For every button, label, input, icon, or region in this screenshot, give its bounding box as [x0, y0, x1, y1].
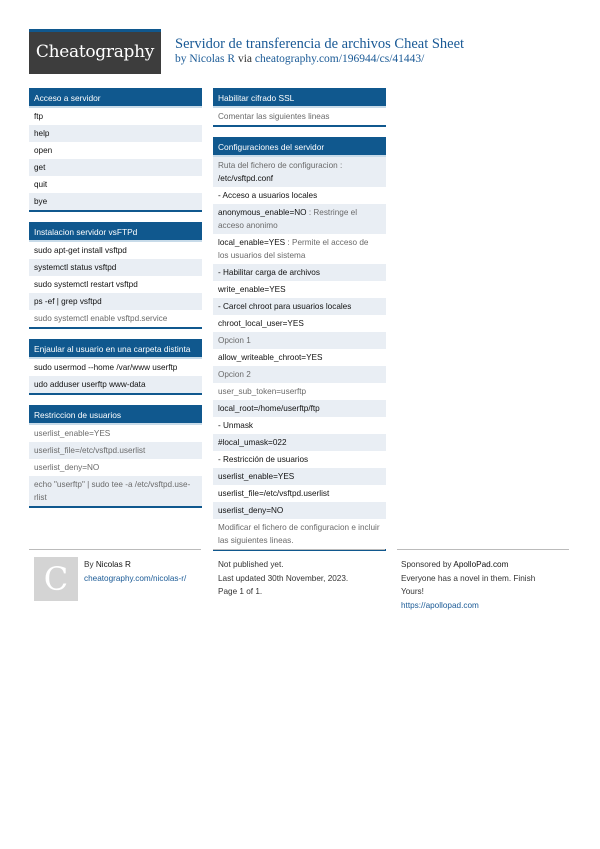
section-title: Restriccion de usuarios [29, 405, 202, 425]
list-item: systemctl status vsftpd [29, 259, 202, 276]
footer-author-link[interactable]: cheatography.com/nicolas-r/ [84, 573, 187, 583]
list-item: userlist_deny=NO [213, 502, 386, 519]
logo-text: Cheatography [35, 42, 155, 62]
list-item: quit [34, 180, 48, 189]
list-item: sudo systemctl enable vsftpd.service [34, 314, 168, 323]
by-prefix: by [175, 53, 187, 65]
list-item: help [29, 125, 202, 142]
footer-divider [397, 549, 569, 550]
config-desc: : Restringe el acceso anonimo [218, 208, 358, 230]
list-item: sudo apt-get install vsftpd [34, 246, 127, 255]
list-item: user_sub_token=userftp [218, 387, 307, 396]
config-key: anonymous_enable=NO [218, 208, 307, 217]
ruta-label: Ruta del fichero de configuracion : [218, 161, 343, 170]
list-item: - Habilitar carga de archivos [213, 264, 386, 281]
list-item: write_enable=YES [218, 285, 286, 294]
list-item: open [34, 146, 53, 155]
list-item: allow_writeable_chroot=YES [218, 353, 323, 362]
by-label: By [84, 560, 94, 569]
list-item: udo adduser userftp www-data [29, 376, 202, 393]
list-item: sudo systemctl restart vsftpd [34, 280, 138, 289]
list-item: Comentar las siguientes lineas [218, 112, 330, 121]
list-item: userlist_deny=NO [34, 463, 100, 472]
config-anonymous [213, 204, 386, 234]
section-title: Instalacion servidor vsFTPd [29, 222, 202, 242]
config-key: local_enable=YES [218, 238, 286, 247]
sponsor-text: Yours! [401, 587, 424, 596]
page-number: Page 1 of 1. [218, 587, 263, 596]
list-item: Modificar el fichero de configuracion e incluir las siguientes lineas. [218, 523, 380, 545]
column-left [29, 88, 202, 518]
list-item: chroot_local_user=YES [218, 319, 304, 328]
list-item: bye [29, 193, 202, 210]
footer-divider [213, 549, 385, 550]
byline [175, 53, 424, 65]
updated-text: Last updated 30th November, 2023. [218, 573, 349, 583]
section-enjaular [29, 339, 202, 395]
footer-divider [29, 549, 201, 550]
footer-meta [218, 558, 348, 599]
list-item: - Restricción de usuarios [218, 455, 309, 464]
ruta-value: /etc/vsftpd.conf [218, 174, 274, 183]
section-title: Acceso a servidor [29, 88, 202, 108]
section-title: Enjaular al usuario en una carpeta distinta [29, 339, 202, 359]
list-item: - Acceso a usuarios locales [218, 191, 318, 200]
list-item: Opcion 2 [213, 366, 386, 383]
sponsor-name: ApolloPad.com [453, 560, 509, 569]
list-item: local_root=/home/userftp/ftp [213, 400, 386, 417]
section-restriccion [29, 405, 202, 508]
section-configuraciones [213, 137, 386, 551]
footer-author-name: Nicolas R [95, 560, 131, 569]
sheet-url-link[interactable]: cheatography.com/196944/cs/41443/ [254, 53, 425, 65]
config-local [213, 234, 386, 264]
section-title: Configuraciones del servidor [213, 137, 386, 157]
list-item: userlist_file=/etc/vsftpd.userlist [29, 442, 202, 459]
section-instalacion [29, 222, 202, 329]
list-item: userlist_enable=YES [34, 429, 111, 438]
config-ruta [213, 157, 386, 187]
config-desc: : Permite el acceso de los usuarios del sistema [218, 238, 369, 260]
list-item: userlist_enable=YES [213, 468, 386, 485]
list-item: - Carcel chroot para usuarios locales [213, 298, 386, 315]
list-item: #local_umask=022 [213, 434, 386, 451]
section-cifrado-ssl [213, 88, 386, 127]
sponsor-text: Everyone has a novel in them. Finish [401, 573, 536, 583]
list-item: get [29, 159, 202, 176]
cheatography-logo[interactable] [29, 29, 161, 74]
list-item: ftp [34, 112, 44, 121]
avatar[interactable]: C [34, 557, 78, 601]
author-link[interactable]: Nicolas R [189, 53, 236, 65]
footer-author [84, 558, 186, 585]
published-text: Not published yet. [218, 560, 284, 569]
via-text: via [237, 53, 252, 65]
footer-sponsor [401, 558, 535, 612]
list-item: echo "userftp" | sudo tee -a /etc/vsftpd.use-rlist [29, 476, 202, 506]
sponsor-link[interactable]: https://apollopad.com [401, 600, 479, 610]
list-item: userlist_file=/etc/vsftpd.userlist [218, 489, 330, 498]
column-middle [213, 88, 386, 561]
list-item: - Unmask [218, 421, 254, 430]
list-item: ps -ef | grep vsftpd [29, 293, 202, 310]
page-title: Servidor de transferencia de archivos Cheat Sheet [175, 36, 465, 52]
sponsored-label: Sponsored by [401, 560, 452, 569]
list-item: Opcion 1 [213, 332, 386, 349]
section-title: Habilitar cifrado SSL [213, 88, 386, 108]
list-item: sudo usermod --home /var/www userftp [34, 363, 178, 372]
section-acceso-servidor [29, 88, 202, 212]
